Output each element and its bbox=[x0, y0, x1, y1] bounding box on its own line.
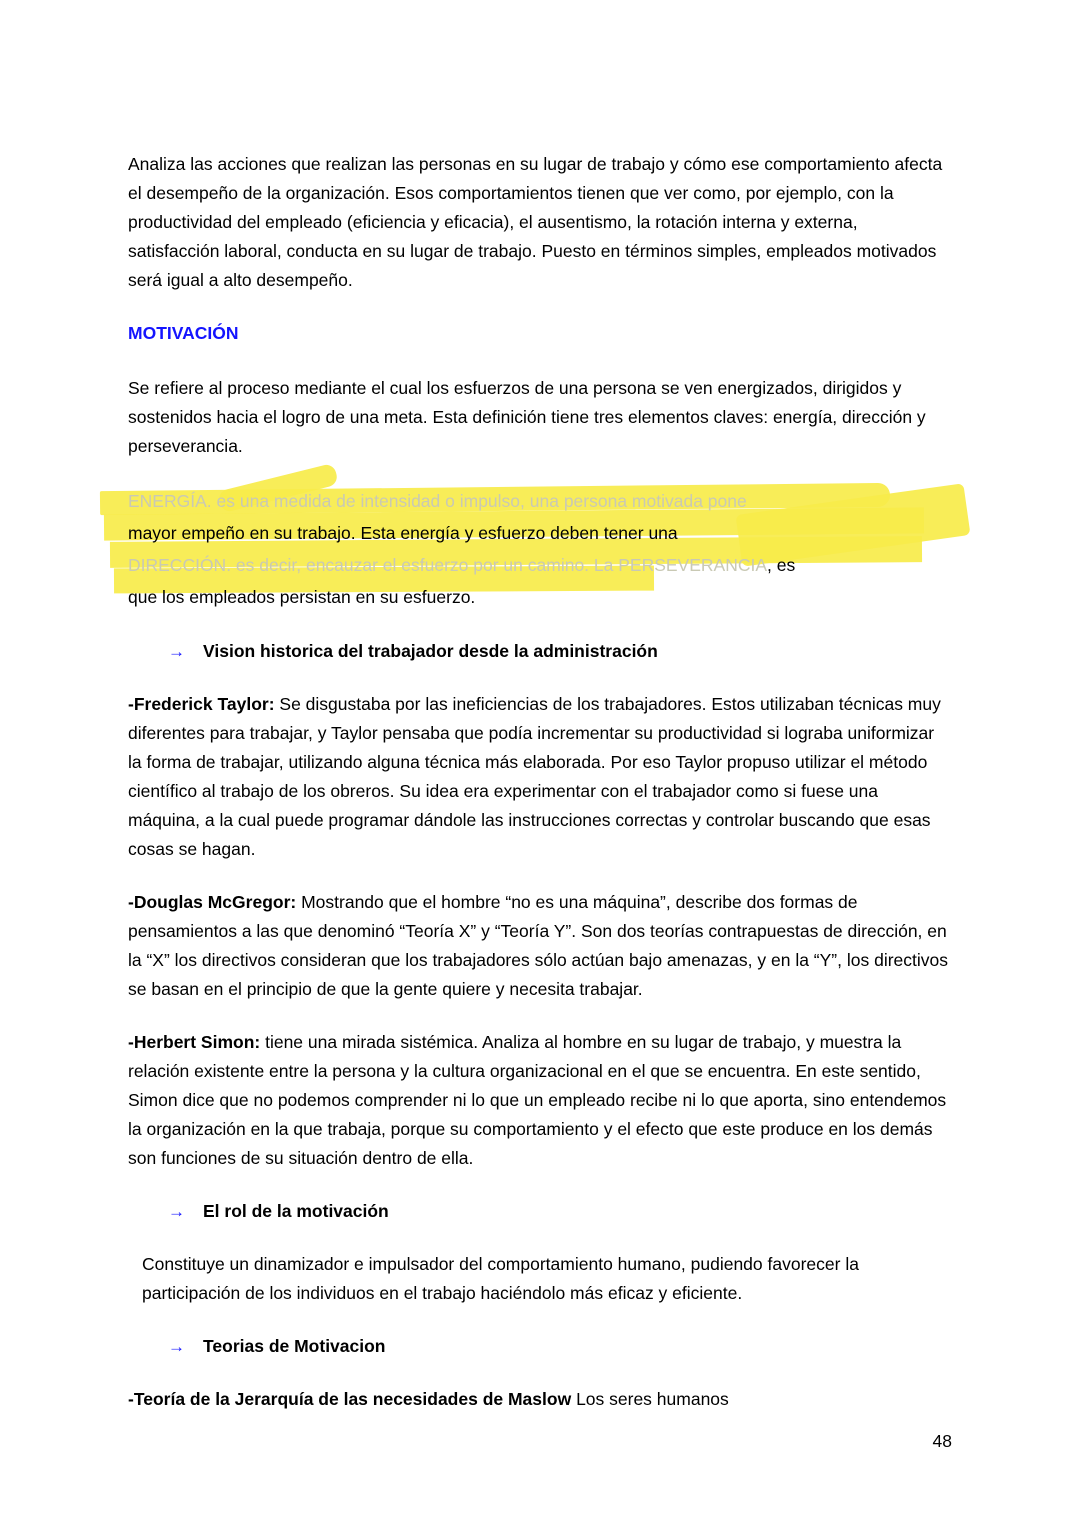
energia-definition: es una medida de intensidad o impulso, una persona motivada pone bbox=[211, 491, 747, 511]
taylor-body: Se disgustaba por las ineficiencias de los trabajadores. Estos utilizaban técnicas muy diferentes para trabajar, y Taylor pensaba que podía incrementar su productividad si lograba uniformizar la forma de trabajar, utilizando alguna técnica más elaborada. Por eso Taylor propuso utilizar el método científico al trabajo de los obreros. Su idea era experimentar con el trabajador como si fuese una máquina, a la cual puede programar dándole las instrucciones correctas y controlar buscando que esas cosas se hagan. bbox=[128, 694, 941, 859]
motivacion-definition-paragraph: Se refiere al proceso mediante el cual los esfuerzos de una persona se ven energizados, dirigidos y sostenidos hacia el logro de una meta. Esta definición tiene tres elementos claves: energía, dirección y perseverancia. bbox=[128, 378, 926, 456]
direccion-term: DIRECCIÓN. bbox=[128, 555, 232, 575]
arrow-right-icon: → bbox=[168, 1337, 185, 1356]
document-content bbox=[128, 150, 952, 1438]
bullet-vision-historica bbox=[128, 637, 952, 666]
maslow-name: -Teoría de la Jerarquía de las necesidades de Maslow bbox=[128, 1389, 572, 1409]
highlight-line-1 bbox=[128, 485, 952, 517]
highlight-line-4: que los empleados persistan en su esfuerzo. bbox=[128, 587, 476, 607]
page-number: 48 bbox=[932, 1431, 952, 1451]
simon-paragraph bbox=[128, 1028, 952, 1173]
simon-body: tiene una mirada sistémica. Analiza al hombre en su lugar de trabajo, y muestra la relación existente entre la persona y la cultura organizacional en el que se encuentra. En este sentido, Simon dice que no podemos comprender ni lo que un empleado recibe ni lo que aporta, sino entendemos la organización en la que trabaja, porque su comportamiento y el efecto que este produce en los demás son funciones de su situación dentro de ella. bbox=[128, 1032, 947, 1168]
energia-term: ENERGÍA. bbox=[128, 491, 212, 511]
mcgregor-name: -Douglas McGregor: bbox=[128, 892, 297, 912]
bullet-teorias-motivacion bbox=[128, 1332, 952, 1361]
rol-paragraph: Constituye un dinamizador e impulsador del comportamiento humano, pudiendo favorecer la participación de los individuos en el trabajo haciéndolo más eficaz y eficiente. bbox=[142, 1254, 859, 1303]
bullet-teorias-label: Teorias de Motivacion bbox=[203, 1336, 386, 1356]
section-heading-motivacion: MOTIVACIÓN bbox=[128, 323, 239, 343]
bullet-rol-label: El rol de la motivación bbox=[203, 1201, 389, 1221]
mcgregor-paragraph bbox=[128, 888, 952, 1004]
bullet-rol-motivacion bbox=[128, 1197, 952, 1226]
mcgregor-body: Mostrando que el hombre “no es una máquina”, describe dos formas de pensamientos a las que denominó “Teoría X” y “Teoría Y”. Son dos teorías contrapuestas de dirección, en la “X” los directivos consideran que los trabajadores sólo actúan bajo amenazas, y en la “Y”, los directivos se basan en el principio de que la gente quiere y necesita trabajar. bbox=[128, 892, 948, 999]
bullet-vision-label: Vision historica del trabajador desde la administración bbox=[203, 641, 658, 661]
arrow-right-icon: → bbox=[168, 642, 185, 661]
maslow-paragraph bbox=[128, 1385, 952, 1414]
highlight-line-3 bbox=[128, 549, 952, 581]
intro-paragraph: Analiza las acciones que realizan las personas en su lugar de trabajo y cómo ese comportamiento afecta el desempeño de la organización. Esos comportamientos tienen que ver como, por ejemplo, con la productividad del empleado (eficiencia y eficacia), el ausentismo, la rotación interna y externa, satisfacción laboral, conducta en su lugar de trabajo. Puesto en términos simples, empleados motivados será igual a alto desempeño. bbox=[128, 154, 943, 290]
perseverancia-tail: , es bbox=[767, 555, 796, 575]
direccion-definition: es decir, encauzar el esfuerzo por un camino. La bbox=[231, 555, 619, 575]
taylor-name: -Frederick Taylor: bbox=[128, 694, 275, 714]
highlighted-block bbox=[128, 485, 952, 613]
taylor-paragraph bbox=[128, 690, 952, 864]
arrow-right-icon: → bbox=[168, 1202, 185, 1221]
highlight-line-2: mayor empeño en su trabajo. Esta energía y esfuerzo deben tener una bbox=[128, 523, 678, 543]
simon-name: -Herbert Simon: bbox=[128, 1032, 261, 1052]
maslow-body: Los seres humanos bbox=[571, 1389, 729, 1409]
perseverancia-term: PERSEVERANCIA bbox=[618, 555, 768, 575]
